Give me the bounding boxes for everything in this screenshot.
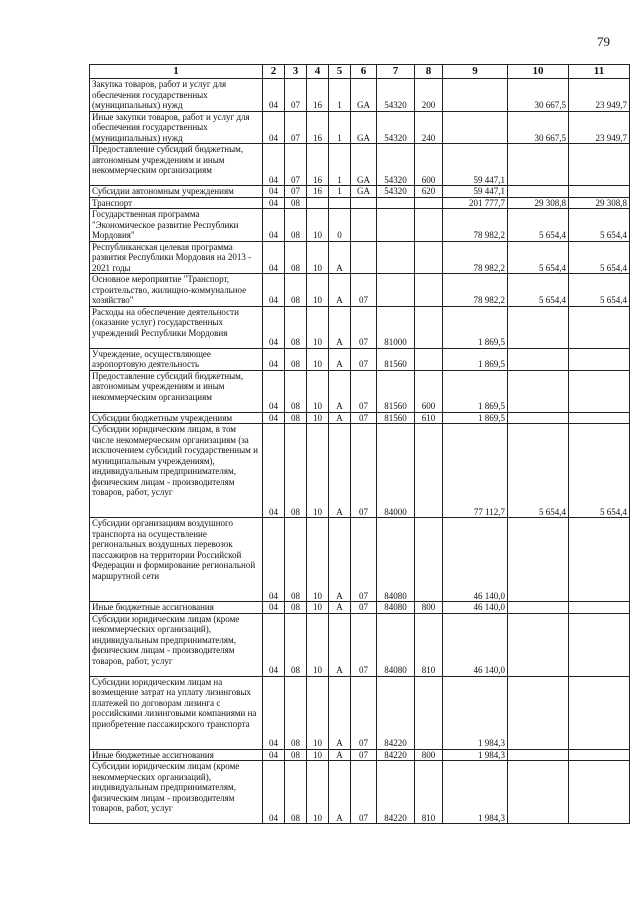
cell-amount-2020 [508,412,569,424]
cell-type-code: 810 [415,761,443,824]
cell-subprogram-code: А [329,306,351,348]
cell-program-code: 10 [307,424,329,518]
cell-row-label: Субсидии юридическим лицам, в том числе некоммерческим организациям (за исключением субсидий государственным и муниципальным учреждениям), индивидуальным предпринимателям, физическим лицам - производителям товаров, работ, услуг [90,424,263,518]
cell-activity-code: 07 [351,412,377,424]
col-header-7: 7 [377,65,415,79]
cell-subprogram-code: А [329,761,351,824]
cell-amount-2020 [508,676,569,749]
cell-subprogram-code: А [329,518,351,602]
cell-amount-2021: 23 949,7 [569,79,630,112]
cell-type-code [415,274,443,307]
cell-program-code: 10 [307,306,329,348]
cell-program-code: 10 [307,348,329,370]
budget-table [89,64,630,824]
col-header-5: 5 [329,65,351,79]
cell-subprogram-code: 1 [329,144,351,186]
cell-amount-2020 [508,370,569,412]
cell-amount-2019: 59 447,1 [443,144,508,186]
table-row [90,613,630,676]
cell-expense-code [377,197,415,209]
cell-type-code: 810 [415,613,443,676]
cell-section-code: 04 [263,761,285,824]
table-row [90,676,630,749]
cell-subsection-code: 08 [285,370,307,412]
cell-amount-2019: 78 982,2 [443,209,508,242]
cell-amount-2020: 30 667,5 [508,111,569,144]
cell-amount-2020: 5 654,4 [508,209,569,242]
table-row [90,144,630,186]
cell-amount-2019: 77 112,7 [443,424,508,518]
table-row [90,518,630,602]
cell-expense-code [377,274,415,307]
cell-subprogram-code: А [329,241,351,274]
cell-program-code: 16 [307,144,329,186]
cell-program-code: 10 [307,412,329,424]
cell-program-code: 10 [307,602,329,614]
cell-amount-2021 [569,370,630,412]
cell-amount-2021 [569,306,630,348]
cell-row-label: Иные бюджетные ассигнования [90,602,263,614]
cell-type-code: 620 [415,186,443,198]
cell-section-code: 04 [263,186,285,198]
cell-amount-2021 [569,348,630,370]
cell-type-code [415,424,443,518]
col-header-11: 11 [569,65,630,79]
cell-amount-2021 [569,144,630,186]
cell-section-code: 04 [263,144,285,186]
table-row [90,348,630,370]
cell-subsection-code: 07 [285,79,307,112]
cell-expense-code: 54320 [377,111,415,144]
cell-amount-2021 [569,761,630,824]
cell-program-code: 10 [307,209,329,242]
cell-subprogram-code: А [329,676,351,749]
cell-program-code: 10 [307,676,329,749]
cell-section-code: 04 [263,424,285,518]
cell-amount-2019: 78 982,2 [443,241,508,274]
cell-program-code [307,197,329,209]
cell-subprogram-code: 1 [329,111,351,144]
cell-row-label: Субсидии автономным учреждениям [90,186,263,198]
cell-activity-code: 07 [351,613,377,676]
cell-subprogram-code: А [329,348,351,370]
cell-type-code: 600 [415,370,443,412]
cell-activity-code: 07 [351,518,377,602]
cell-row-label: Предоставление субсидий бюджетным, автономным учреждениям и иным некоммерческим организациям [90,370,263,412]
table-row [90,209,630,242]
cell-row-label: Учреждение, осуществляющее аэропортовую деятельность [90,348,263,370]
table-row [90,186,630,198]
cell-amount-2020: 5 654,4 [508,274,569,307]
table-row [90,241,630,274]
cell-subsection-code: 08 [285,348,307,370]
cell-subsection-code: 07 [285,111,307,144]
cell-amount-2019: 1 984,3 [443,676,508,749]
cell-expense-code: 81560 [377,370,415,412]
cell-type-code: 800 [415,602,443,614]
cell-activity-code: 07 [351,370,377,412]
cell-section-code: 04 [263,111,285,144]
cell-row-label: Расходы на обеспечение деятельности (оказание услуг) государственных учреждений Республики Мордовия [90,306,263,348]
cell-activity-code [351,197,377,209]
cell-amount-2019: 1 984,3 [443,749,508,761]
cell-program-code: 16 [307,186,329,198]
cell-amount-2019: 78 982,2 [443,274,508,307]
cell-expense-code: 84220 [377,676,415,749]
cell-expense-code: 81560 [377,348,415,370]
cell-expense-code: 84000 [377,424,415,518]
cell-amount-2020 [508,306,569,348]
cell-program-code: 16 [307,111,329,144]
cell-subsection-code: 08 [285,274,307,307]
cell-amount-2021: 29 308,8 [569,197,630,209]
cell-row-label: Субсидии бюджетным учреждениям [90,412,263,424]
table-row [90,79,630,112]
cell-amount-2020 [508,613,569,676]
cell-subsection-code: 08 [285,424,307,518]
cell-subprogram-code: А [329,412,351,424]
cell-subsection-code: 08 [285,197,307,209]
cell-row-label: Иные закупки товаров, работ и услуг для обеспечения государственных (муниципальных) нужд [90,111,263,144]
cell-amount-2019: 59 447,1 [443,186,508,198]
cell-subsection-code: 08 [285,209,307,242]
col-header-1: 1 [90,65,263,79]
cell-amount-2020: 29 308,8 [508,197,569,209]
cell-amount-2019: 1 869,5 [443,412,508,424]
cell-amount-2021 [569,518,630,602]
cell-activity-code: 07 [351,761,377,824]
cell-type-code [415,518,443,602]
cell-amount-2020: 30 667,5 [508,79,569,112]
cell-activity-code [351,209,377,242]
cell-amount-2019: 46 140,0 [443,613,508,676]
cell-type-code: 610 [415,412,443,424]
cell-amount-2020 [508,761,569,824]
cell-program-code: 10 [307,370,329,412]
cell-amount-2021 [569,412,630,424]
cell-subprogram-code: А [329,274,351,307]
cell-subprogram-code: А [329,613,351,676]
cell-section-code: 04 [263,306,285,348]
cell-subsection-code: 08 [285,749,307,761]
cell-type-code: 800 [415,749,443,761]
cell-section-code: 04 [263,197,285,209]
cell-amount-2020 [508,602,569,614]
cell-amount-2021 [569,613,630,676]
cell-amount-2021 [569,749,630,761]
cell-section-code: 04 [263,209,285,242]
cell-expense-code: 84080 [377,602,415,614]
page-number: 79 [597,34,610,49]
cell-amount-2021: 5 654,4 [569,424,630,518]
cell-section-code: 04 [263,602,285,614]
cell-section-code: 04 [263,613,285,676]
cell-amount-2019 [443,79,508,112]
table-row [90,761,630,824]
cell-amount-2020 [508,186,569,198]
cell-expense-code: 81560 [377,412,415,424]
cell-subprogram-code: А [329,749,351,761]
cell-row-label: Субсидии юридическим лицам на возмещение затрат на уплату лизинговых платежей по договорам лизинга с российскими лизинговыми компаниями на приобретение пассажирского транспорта [90,676,263,749]
cell-activity-code: 07 [351,602,377,614]
cell-program-code: 10 [307,749,329,761]
cell-subprogram-code: 1 [329,186,351,198]
cell-subsection-code: 08 [285,412,307,424]
cell-subsection-code: 07 [285,186,307,198]
cell-type-code: 600 [415,144,443,186]
cell-type-code [415,209,443,242]
col-header-8: 8 [415,65,443,79]
cell-subprogram-code: А [329,424,351,518]
cell-subsection-code: 08 [285,676,307,749]
cell-activity-code: 07 [351,424,377,518]
col-header-6: 6 [351,65,377,79]
cell-section-code: 04 [263,241,285,274]
cell-amount-2019: 1 869,5 [443,370,508,412]
cell-subsection-code: 08 [285,613,307,676]
table-row [90,111,630,144]
cell-activity-code: 07 [351,749,377,761]
col-header-9: 9 [443,65,508,79]
cell-expense-code: 54320 [377,186,415,198]
cell-subsection-code: 08 [285,241,307,274]
cell-amount-2020: 5 654,4 [508,424,569,518]
cell-activity-code: GA [351,144,377,186]
cell-subprogram-code: А [329,602,351,614]
cell-row-label: Иные бюджетные ассигнования [90,749,263,761]
col-header-3: 3 [285,65,307,79]
table-row [90,197,630,209]
cell-subsection-code: 08 [285,602,307,614]
cell-row-label: Транспорт [90,197,263,209]
cell-type-code [415,241,443,274]
cell-row-label: Субсидии юридическим лицам (кроме некоммерческих организаций), индивидуальным предпринимателям, физическим лицам - производителям товаров, работ, услуг [90,613,263,676]
cell-row-label: Предоставление субсидий бюджетным, автономным учреждениям и иным некоммерческим организациям [90,144,263,186]
cell-row-label: Субсидии юридическим лицам (кроме некоммерческих организаций), индивидуальным предпринимателям, физическим лицам - производителям товаров, работ, услуг [90,761,263,824]
cell-subsection-code: 08 [285,761,307,824]
cell-activity-code: GA [351,186,377,198]
cell-amount-2021: 5 654,4 [569,274,630,307]
cell-subprogram-code: 1 [329,79,351,112]
cell-section-code: 04 [263,348,285,370]
cell-amount-2019: 46 140,0 [443,602,508,614]
cell-amount-2020: 5 654,4 [508,241,569,274]
cell-amount-2019 [443,111,508,144]
table-row [90,306,630,348]
cell-type-code: 240 [415,111,443,144]
cell-amount-2021: 5 654,4 [569,209,630,242]
cell-amount-2021 [569,676,630,749]
cell-program-code: 10 [307,613,329,676]
cell-expense-code [377,241,415,274]
cell-amount-2020 [508,518,569,602]
cell-amount-2021: 23 949,7 [569,111,630,144]
cell-type-code [415,306,443,348]
cell-type-code [415,348,443,370]
cell-subprogram-code: А [329,370,351,412]
cell-expense-code: 81000 [377,306,415,348]
cell-amount-2020 [508,749,569,761]
cell-activity-code: 07 [351,274,377,307]
table-row [90,370,630,412]
cell-row-label: Субсидии организациям воздушного транспорта на осуществление региональных воздушных перевозок пассажиров на территории Российской Федерации и формирование региональной маршрутной сети [90,518,263,602]
cell-expense-code: 84080 [377,518,415,602]
cell-row-label: Республиканская целевая программа развития Республики Мордовия на 2013 - 2021 годы [90,241,263,274]
cell-expense-code: 84220 [377,761,415,824]
cell-program-code: 10 [307,761,329,824]
cell-subprogram-code [329,197,351,209]
cell-subsection-code: 08 [285,518,307,602]
col-header-2: 2 [263,65,285,79]
cell-amount-2019: 1 869,5 [443,306,508,348]
cell-activity-code [351,241,377,274]
cell-activity-code: 07 [351,306,377,348]
cell-program-code: 10 [307,241,329,274]
cell-section-code: 04 [263,518,285,602]
cell-amount-2019: 1 984,3 [443,761,508,824]
cell-subsection-code: 08 [285,306,307,348]
cell-activity-code: GA [351,111,377,144]
cell-amount-2019: 1 869,5 [443,348,508,370]
cell-section-code: 04 [263,412,285,424]
cell-program-code: 10 [307,518,329,602]
cell-expense-code: 84080 [377,613,415,676]
header-row [90,65,630,79]
cell-subprogram-code: 0 [329,209,351,242]
cell-row-label: Государственная программа "Экономическое развитие Республики Мордовия" [90,209,263,242]
cell-activity-code: 07 [351,348,377,370]
cell-type-code [415,676,443,749]
cell-amount-2021: 5 654,4 [569,241,630,274]
table-row [90,274,630,307]
cell-amount-2019: 201 777,7 [443,197,508,209]
table-row [90,602,630,614]
cell-amount-2019: 46 140,0 [443,518,508,602]
cell-amount-2020 [508,144,569,186]
cell-type-code: 200 [415,79,443,112]
cell-section-code: 04 [263,749,285,761]
cell-activity-code: GA [351,79,377,112]
cell-subsection-code: 07 [285,144,307,186]
cell-expense-code: 54320 [377,79,415,112]
cell-section-code: 04 [263,370,285,412]
cell-amount-2020 [508,348,569,370]
cell-expense-code [377,209,415,242]
table-row [90,412,630,424]
cell-activity-code: 07 [351,676,377,749]
table-row [90,749,630,761]
cell-type-code [415,197,443,209]
cell-section-code: 04 [263,274,285,307]
cell-amount-2021 [569,186,630,198]
cell-program-code: 16 [307,79,329,112]
cell-amount-2021 [569,602,630,614]
cell-program-code: 10 [307,274,329,307]
cell-section-code: 04 [263,676,285,749]
col-header-4: 4 [307,65,329,79]
table-row [90,424,630,518]
cell-expense-code: 54320 [377,144,415,186]
cell-row-label: Закупка товаров, работ и услуг для обеспечения государственных (муниципальных) нужд [90,79,263,112]
col-header-10: 10 [508,65,569,79]
cell-section-code: 04 [263,79,285,112]
cell-row-label: Основное мероприятие "Транспорт, строительство, жилищно-коммунальное хозяйство" [90,274,263,307]
cell-expense-code: 84220 [377,749,415,761]
